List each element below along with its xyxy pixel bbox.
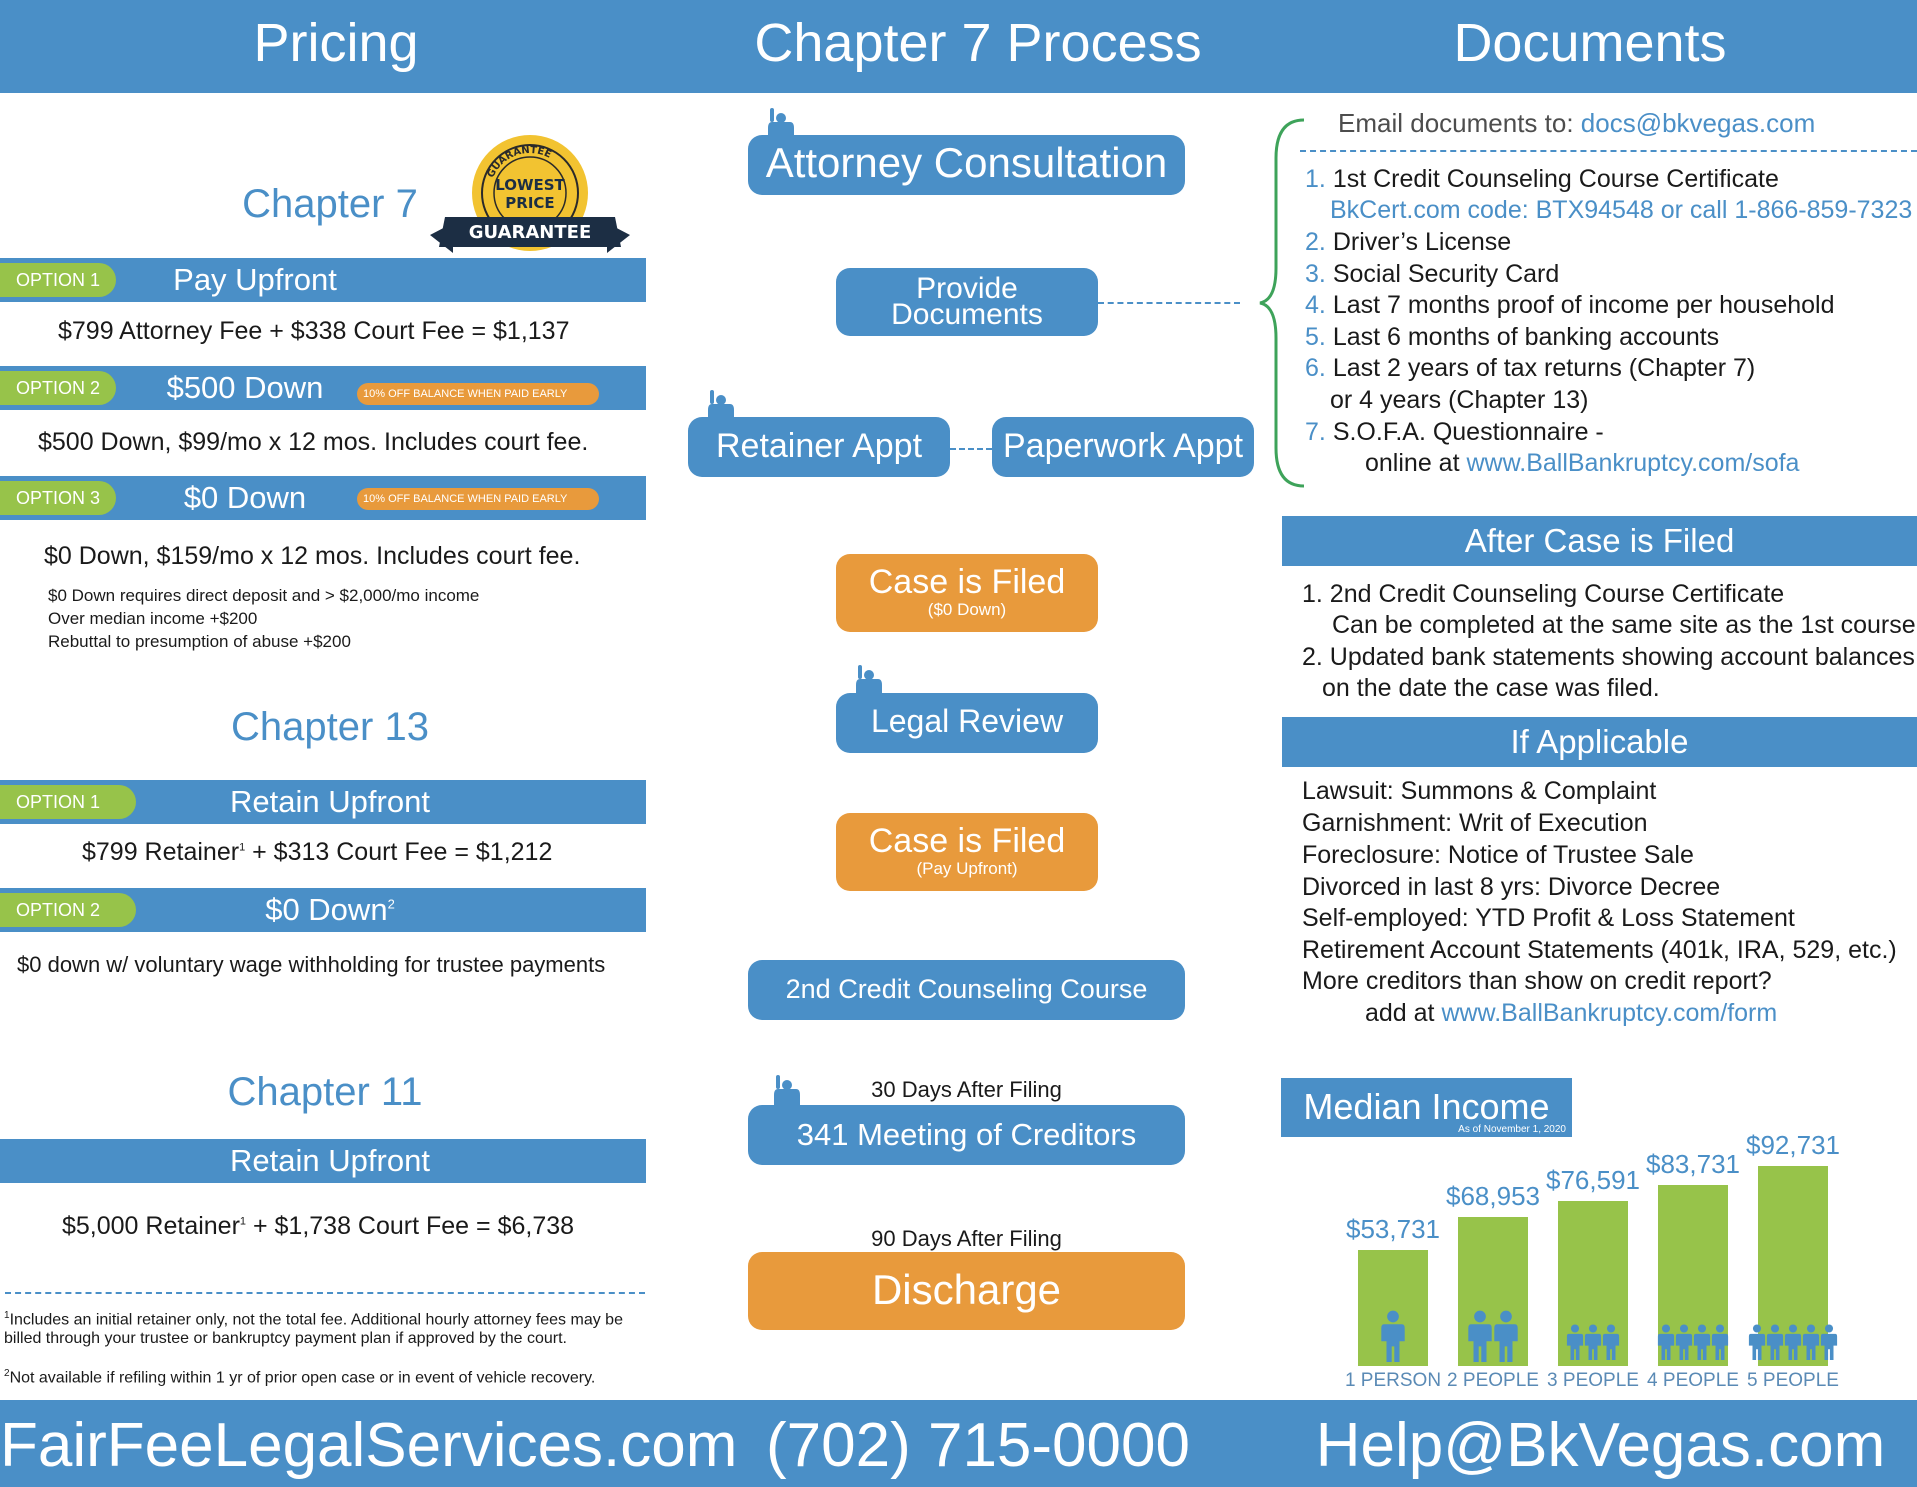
applicable-line-4: Divorced in last 8 yrs: Divorce Decree — [1302, 873, 1721, 901]
footer-website[interactable]: FairFeeLegalServices.com — [0, 1411, 738, 1480]
ch13-option1-detail: $799 Retainer$^1$ + $313 Court Fee = $1,212 — [82, 838, 553, 866]
paperwork-appt-step: Paperwork Appt — [992, 417, 1254, 477]
ch7-option1-tag: OPTION 1 — [0, 263, 116, 297]
case-filed-zero-down-step: Case is Filed ($0 Down) — [836, 554, 1098, 632]
ch7-option3-bar — [0, 476, 646, 520]
person-icon — [1693, 1322, 1711, 1362]
ch7-note-1: $0 Down requires direct deposit and > $2,000/mo income — [48, 586, 480, 605]
header-bar — [0, 0, 1917, 93]
ch13-option2-label: $0 Down$^2$ — [265, 892, 395, 927]
after-line-2: Can be completed at the same site as the 1st course — [1332, 611, 1916, 639]
sofa-link[interactable]: www.BallBankruptcy.com/sofa — [1466, 449, 1800, 477]
email-documents-line: Email documents to: docs@bkvegas.com — [1338, 108, 1816, 138]
person-raised-hand-icon — [704, 390, 738, 420]
person-icon — [1711, 1322, 1729, 1362]
documents-heading: Documents — [1453, 13, 1727, 73]
doc-item-6-cont: or 4 years (Chapter 13) — [1330, 386, 1589, 414]
ch7-option1-label: Pay Upfront — [173, 262, 337, 297]
appt-connector — [950, 448, 992, 450]
doc-item-3: 3. Social Security Card — [1305, 260, 1560, 288]
ch7-option3-label: $0 Down — [183, 480, 307, 515]
ch11-bar — [0, 1139, 646, 1183]
income-category-label: 5 PEOPLE — [1747, 1370, 1839, 1391]
ch7-note-2: Over median income +$200 — [48, 609, 258, 628]
chapter7-title: Chapter 7 — [242, 182, 418, 226]
retainer-appt-step: Retainer Appt — [688, 417, 950, 477]
if-applicable-heading: If Applicable — [1282, 717, 1917, 767]
ch7-option2-tag: OPTION 2 — [0, 371, 116, 405]
income-category-label: 4 PEOPLE — [1647, 1370, 1739, 1391]
curly-brace — [1258, 118, 1308, 488]
person-raised-hand-icon — [852, 665, 886, 695]
median-income-title: Median Income — [1303, 1086, 1550, 1127]
person-icon — [1380, 1310, 1406, 1362]
pricing-heading: Pricing — [253, 13, 419, 73]
footnote-divider — [5, 1292, 645, 1294]
person-icon — [1820, 1322, 1838, 1362]
footer-bar — [0, 1400, 1917, 1487]
doc-item-1: 1. 1st Credit Counseling Course Certificate — [1305, 165, 1779, 193]
chapter11-title: Chapter 11 — [227, 1070, 423, 1114]
person-icon — [1766, 1322, 1784, 1362]
badge-line1: LOWEST — [495, 176, 565, 194]
chapter13-title: Chapter 13 — [231, 705, 429, 749]
credit-counseling-step: 2nd Credit Counseling Course — [748, 960, 1185, 1020]
income-category-label: 3 PEOPLE — [1547, 1370, 1639, 1391]
ch11-label: Retain Upfront — [230, 1143, 430, 1178]
ch7-option1-bar — [0, 258, 646, 302]
ch13-option1-tag: OPTION 1 — [0, 785, 136, 819]
ch7-option2-detail: $500 Down, $99/mo x 12 mos. Includes court fee. — [38, 428, 589, 456]
after-line-4: on the date the case was filed. — [1322, 674, 1660, 702]
applicable-line-1: Lawsuit: Summons & Complaint — [1302, 777, 1657, 805]
ch13-option2-bar — [0, 888, 646, 932]
ninety-days-label: 90 Days After Filing — [871, 1226, 1062, 1251]
income-category-label: 2 PEOPLE — [1447, 1370, 1539, 1391]
applicable-line-2: Garnishment: Writ of Execution — [1302, 809, 1648, 837]
ch7-option2-label: $500 Down — [166, 370, 324, 405]
documents-connector — [1098, 302, 1240, 304]
form-line: add at www.BallBankruptcy.com/form — [1365, 999, 1778, 1027]
case-filed-pay-upfront-step: Case is Filed (Pay Upfront) — [836, 813, 1098, 891]
footer-phone[interactable]: (702) 715-0000 — [766, 1411, 1190, 1480]
applicable-line-3: Foreclosure: Notice of Trustee Sale — [1302, 841, 1694, 869]
median-income-subtitle: As of November 1, 2020 — [1458, 1124, 1566, 1135]
ch7-option1-detail: $799 Attorney Fee + $338 Court Fee = $1,137 — [58, 317, 570, 345]
person-icon — [1602, 1322, 1620, 1362]
person-icon — [1675, 1322, 1693, 1362]
applicable-line-6: Retirement Account Statements (401k, IRA, 529, etc.) — [1302, 936, 1897, 964]
doc-item-6: 6. Last 2 years of tax returns (Chapter 7) — [1305, 354, 1756, 382]
badge-ribbon-text: GUARANTEE — [468, 222, 592, 243]
median-income-title-box — [1281, 1078, 1572, 1137]
attorney-consultation-step: Attorney Consultation — [748, 135, 1185, 195]
footer-email[interactable]: Help@BkVegas.com — [1315, 1411, 1886, 1480]
provide-documents-step: Provide Documents — [836, 268, 1098, 336]
form-link[interactable]: www.BallBankruptcy.com/form — [1441, 999, 1778, 1027]
after-case-filed-heading: After Case is Filed — [1282, 516, 1917, 566]
applicable-line-7: More creditors than show on credit report? — [1302, 967, 1772, 995]
discharge-step: Discharge — [748, 1252, 1185, 1330]
person-icon — [1748, 1322, 1766, 1362]
documents-divider — [1300, 150, 1917, 152]
meeting-of-creditors-step: 341 Meeting of Creditors — [748, 1105, 1185, 1165]
ch7-option3-discount-badge: 10% OFF BALANCE WHEN PAID EARLY — [357, 488, 599, 510]
ch11-detail: $5,000 Retainer$^1$ + $1,738 Court Fee = $6,738 — [62, 1212, 575, 1240]
person-icon — [1467, 1310, 1493, 1362]
ch13-option2-tag: OPTION 2 — [0, 893, 136, 927]
applicable-line-5: Self-employed: YTD Profit & Loss Statement — [1302, 904, 1795, 932]
income-value-label: $76,591 — [1546, 1165, 1640, 1195]
doc-item-7: 7. S.O.F.A. Questionnaire - — [1305, 418, 1604, 446]
person-icon — [1657, 1322, 1675, 1362]
thirty-days-label: 30 Days After Filing — [871, 1077, 1062, 1102]
ch7-note-3: Rebuttal to presumption of abuse +$200 — [48, 632, 351, 651]
ch13-option2-detail: $0 down w/ voluntary wage withholding for trustee payments — [17, 952, 606, 977]
doc-item-5: 5. Last 6 months of banking accounts — [1305, 323, 1720, 351]
ch7-option2-bar — [0, 366, 646, 410]
footnote-1: $^1$Includes an initial retainer only, not the total fee. Additional hourly attorney fees may be billed through your trustee or bankruptcy payment plan if approved by the court. — [4, 1310, 623, 1348]
income-value-label: $83,731 — [1646, 1149, 1740, 1179]
person-raised-hand-icon — [764, 108, 798, 138]
ch7-option3-detail: $0 Down, $159/mo x 12 mos. Includes court fee. — [44, 542, 581, 570]
ch7-option2-discount-badge: 10% OFF BALANCE WHEN PAID EARLY — [357, 383, 599, 405]
doc-item-1-code: BkCert.com code: BTX94548 or call 1-866-859-7323 — [1330, 196, 1913, 224]
docs-email-link: docs@bkvegas.com — [1580, 108, 1816, 138]
after-line-3: 2. Updated bank statements showing account balances — [1302, 643, 1915, 671]
badge-line2: PRICE — [505, 194, 555, 212]
lowest-price-badge — [425, 135, 635, 275]
sofa-line: online at www.BallBankruptcy.com/sofa — [1365, 449, 1800, 477]
person-icon — [1493, 1310, 1519, 1362]
person-icon — [1584, 1322, 1602, 1362]
ch13-option1-label: Retain Upfront — [230, 784, 430, 819]
person-icon — [1566, 1322, 1584, 1362]
ch13-option1-bar — [0, 780, 646, 824]
ch7-option3-tag: OPTION 3 — [0, 481, 116, 515]
after-line-1: 1. 2nd Credit Counseling Course Certificate — [1302, 580, 1785, 608]
income-value-label: $53,731 — [1346, 1214, 1440, 1244]
doc-item-4: 4. Last 7 months proof of income per household — [1305, 291, 1835, 319]
footnote-2: $^2$Not available if refiling within 1 yr of prior open case or in event of vehicle recovery. — [4, 1368, 596, 1387]
income-value-label: $92,731 — [1746, 1130, 1840, 1160]
income-category-label: 1 PERSON — [1344, 1370, 1442, 1391]
process-heading: Chapter 7 Process — [754, 13, 1202, 73]
legal-review-step: Legal Review — [836, 693, 1098, 753]
person-icon — [1784, 1322, 1802, 1362]
person-icon — [1802, 1322, 1820, 1362]
badge-arc-text: GUARANTEE — [485, 144, 553, 180]
income-value-label: $68,953 — [1446, 1181, 1540, 1211]
doc-item-2: 2. Driver’s License — [1305, 228, 1512, 256]
